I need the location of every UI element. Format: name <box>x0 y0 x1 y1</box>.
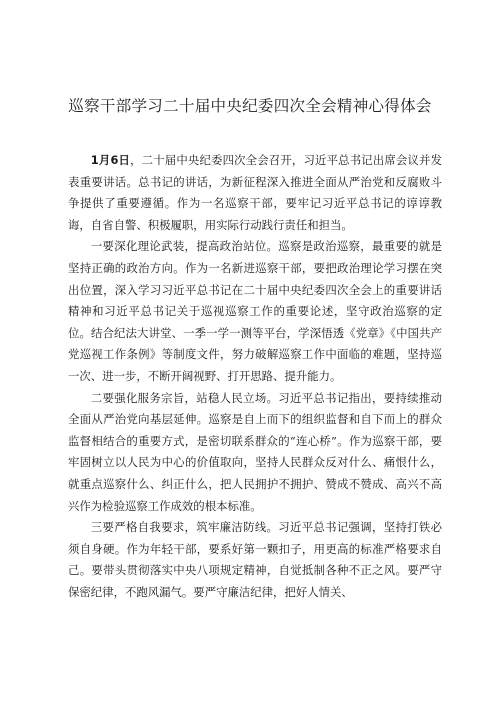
paragraph-discipline: 三要严格自我要求，筑牢廉洁防线。习近平总书记强调，坚持打铁必须自身硬。作为年轻干部，要系好第一颗扣子，用更高的标准严格要求自己。要带头贯彻落实中央八项规定精神，自觉抵制各种不正之风。要严守保密纪律，不跑风漏气。要严守廉洁纪律，把好人情关、 <box>68 520 442 599</box>
meeting-date: 1月6日 <box>90 153 131 167</box>
intro-text: ，二十届中央纪委四次全会召开，习近平总书记出席会议并发表重要讲话。总书记的讲话，为新征程深入推进全面从严治党和反腐败斗争提供了重要遵循。作为一名巡察干部，要牢记习近平总书记的谆谆教诲，自省自警、积极履职，用实际行动践行责任和担当。 <box>68 153 442 232</box>
intro-paragraph <box>68 150 442 236</box>
paragraph-service: 二要强化服务宗旨，站稳人民立场。习近平总书记指出，要持续推动全面从严治党向基层延伸。巡察是自上而下的组织监督和自下而上的群众监督相结合的重要方式，是密切联系群众的“连心桥”。作为巡察干部，要牢固树立以人民为中心的价值取向，坚持人民群众反对什么、痛恨什么，就重点巡察什么、纠正什么，把人民拥护不拥护、赞成不赞成、高兴不高兴作为检验巡察工作成效的根本标准。 <box>68 390 442 513</box>
document-body <box>68 150 442 603</box>
document-title: 巡察干部学习二十届中央纪委四次全会精神心得体会 <box>68 97 432 115</box>
paragraph-theory: 一要深化理论武装，提高政治站位。巡察是政治巡察，最重要的就是坚持正确的政治方向。作为一名新进巡察干部，要把政治理论学习摆在突出位置，深入学习习近平总书记在二十届中央纪委四次全会上的重要讲话精神和习近平总书记关于巡视巡察工作的重要论述，坚守政治巡察的定位。结合纪法大讲堂、一季一学一测等平台，学深悟透《党章》《中国共产党巡视工作条例》等制度文件，努力破解巡察工作中面临的难题，坚持巡一次、进一步，不断开阔视野、打开思路、提升能力。 <box>68 239 442 383</box>
